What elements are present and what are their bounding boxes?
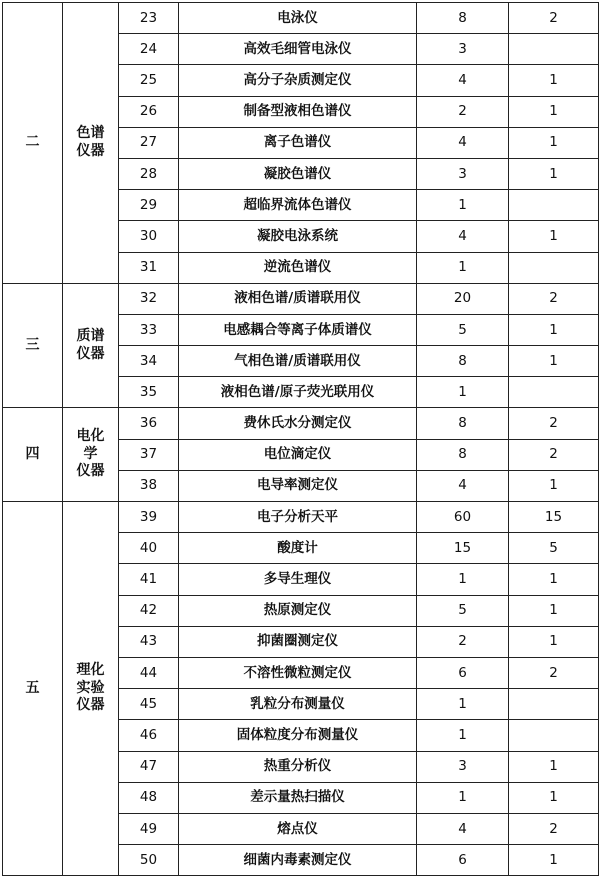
quantity-b: 1: [509, 158, 599, 189]
instrument-name: 酸度计: [179, 533, 417, 564]
quantity-a: 6: [417, 845, 509, 876]
quantity-b: [509, 34, 599, 65]
item-number: 26: [119, 96, 179, 127]
instrument-name: 多导生理仪: [179, 564, 417, 595]
group-index: 三: [3, 283, 63, 408]
item-number: 25: [119, 65, 179, 96]
group-index: 五: [3, 502, 63, 876]
instrument-name: 气相色谱/质谱联用仪: [179, 346, 417, 377]
quantity-a: 4: [417, 470, 509, 501]
quantity-b: 1: [509, 564, 599, 595]
quantity-a: 5: [417, 595, 509, 626]
instrument-name: 液相色谱/质谱联用仪: [179, 283, 417, 314]
instrument-name: 凝胶电泳系统: [179, 221, 417, 252]
quantity-b: [509, 252, 599, 283]
quantity-b: 1: [509, 751, 599, 782]
item-number: 39: [119, 502, 179, 533]
quantity-b: [509, 190, 599, 221]
quantity-a: 4: [417, 813, 509, 844]
instrument-name: 乳粒分布测量仪: [179, 689, 417, 720]
item-number: 47: [119, 751, 179, 782]
item-number: 31: [119, 252, 179, 283]
group-category-line: 仪器: [76, 345, 105, 362]
group-category: [63, 502, 119, 876]
instrument-name: 电位滴定仪: [179, 439, 417, 470]
quantity-b: 1: [509, 127, 599, 158]
quantity-a: 3: [417, 751, 509, 782]
instrument-name: 细菌内毒素测定仪: [179, 845, 417, 876]
quantity-b: 1: [509, 595, 599, 626]
quantity-b: 1: [509, 782, 599, 813]
quantity-a: 15: [417, 533, 509, 564]
item-number: 46: [119, 720, 179, 751]
item-number: 38: [119, 470, 179, 501]
quantity-a: 1: [417, 190, 509, 221]
instrument-name: 超临界流体色谱仪: [179, 190, 417, 221]
item-number: 49: [119, 813, 179, 844]
item-number: 24: [119, 34, 179, 65]
item-number: 50: [119, 845, 179, 876]
instrument-name: 抑菌圈测定仪: [179, 626, 417, 657]
instrument-name: 电感耦合等离子体质谱仪: [179, 314, 417, 345]
item-number: 45: [119, 689, 179, 720]
item-number: 23: [119, 3, 179, 34]
quantity-b: 15: [509, 502, 599, 533]
instrument-name: 电子分析天平: [179, 502, 417, 533]
quantity-a: 5: [417, 314, 509, 345]
quantity-a: 3: [417, 158, 509, 189]
item-number: 28: [119, 158, 179, 189]
item-number: 37: [119, 439, 179, 470]
quantity-a: 6: [417, 657, 509, 688]
quantity-b: 5: [509, 533, 599, 564]
quantity-a: 1: [417, 689, 509, 720]
quantity-b: [509, 720, 599, 751]
group-category: [63, 3, 119, 284]
item-number: 41: [119, 564, 179, 595]
instrument-name: 高分子杂质测定仪: [179, 65, 417, 96]
group-category: [63, 283, 119, 408]
quantity-b: 1: [509, 626, 599, 657]
item-number: 29: [119, 190, 179, 221]
instrument-table: [2, 2, 599, 876]
quantity-a: 1: [417, 720, 509, 751]
instrument-name: 制备型液相色谱仪: [179, 96, 417, 127]
quantity-a: 2: [417, 96, 509, 127]
item-number: 40: [119, 533, 179, 564]
instrument-name: 不溶性微粒测定仪: [179, 657, 417, 688]
item-number: 30: [119, 221, 179, 252]
group-category-line: 理化: [76, 662, 105, 679]
quantity-a: 4: [417, 65, 509, 96]
group-category-line: 质谱: [76, 328, 105, 345]
item-number: 33: [119, 314, 179, 345]
quantity-a: 1: [417, 564, 509, 595]
quantity-b: 2: [509, 3, 599, 34]
item-number: 48: [119, 782, 179, 813]
item-number: 43: [119, 626, 179, 657]
quantity-a: 4: [417, 221, 509, 252]
item-number: 36: [119, 408, 179, 439]
quantity-a: 1: [417, 377, 509, 408]
quantity-b: 1: [509, 845, 599, 876]
instrument-name: 熔点仪: [179, 813, 417, 844]
table-row: [3, 283, 599, 314]
quantity-a: 8: [417, 346, 509, 377]
instrument-name: 热重分析仪: [179, 751, 417, 782]
group-category-line: 仪器: [76, 463, 105, 480]
quantity-a: 4: [417, 127, 509, 158]
item-number: 35: [119, 377, 179, 408]
quantity-b: 2: [509, 283, 599, 314]
quantity-a: 20: [417, 283, 509, 314]
table-row: [3, 502, 599, 533]
group-index: 二: [3, 3, 63, 284]
quantity-a: 1: [417, 782, 509, 813]
quantity-b: 2: [509, 408, 599, 439]
quantity-b: [509, 377, 599, 408]
quantity-a: 8: [417, 408, 509, 439]
instrument-name: 凝胶色谱仪: [179, 158, 417, 189]
instrument-name: 费休氏水分测定仪: [179, 408, 417, 439]
group-category-line: 仪器: [76, 697, 105, 714]
group-category-line: 仪器: [76, 142, 105, 159]
group-category-line: 色谱: [76, 125, 105, 142]
quantity-b: [509, 689, 599, 720]
item-number: 34: [119, 346, 179, 377]
quantity-b: 1: [509, 346, 599, 377]
instrument-name: 离子色谱仪: [179, 127, 417, 158]
quantity-b: 2: [509, 439, 599, 470]
instrument-table-body: [3, 3, 599, 876]
item-number: 27: [119, 127, 179, 158]
quantity-a: 1: [417, 252, 509, 283]
instrument-name: 液相色谱/原子荧光联用仪: [179, 377, 417, 408]
quantity-b: 2: [509, 657, 599, 688]
quantity-b: 1: [509, 314, 599, 345]
group-index: 四: [3, 408, 63, 502]
group-category: [63, 408, 119, 502]
quantity-a: 2: [417, 626, 509, 657]
instrument-name: 电泳仪: [179, 3, 417, 34]
quantity-a: 8: [417, 3, 509, 34]
table-row: [3, 3, 599, 34]
instrument-name: 逆流色谱仪: [179, 252, 417, 283]
quantity-b: 1: [509, 96, 599, 127]
quantity-b: 1: [509, 221, 599, 252]
group-category-line: 学: [83, 445, 98, 462]
instrument-name: 热原测定仪: [179, 595, 417, 626]
quantity-a: 8: [417, 439, 509, 470]
quantity-b: 1: [509, 470, 599, 501]
item-number: 44: [119, 657, 179, 688]
instrument-name: 电导率测定仪: [179, 470, 417, 501]
table-row: [3, 408, 599, 439]
quantity-a: 3: [417, 34, 509, 65]
instrument-name: 固体粒度分布测量仪: [179, 720, 417, 751]
quantity-b: 2: [509, 813, 599, 844]
group-category-line: 电化: [76, 428, 105, 445]
instrument-name: 差示量热扫描仪: [179, 782, 417, 813]
quantity-a: 60: [417, 502, 509, 533]
item-number: 42: [119, 595, 179, 626]
quantity-b: 1: [509, 65, 599, 96]
instrument-name: 高效毛细管电泳仪: [179, 34, 417, 65]
group-category-line: 实验: [76, 679, 105, 696]
item-number: 32: [119, 283, 179, 314]
